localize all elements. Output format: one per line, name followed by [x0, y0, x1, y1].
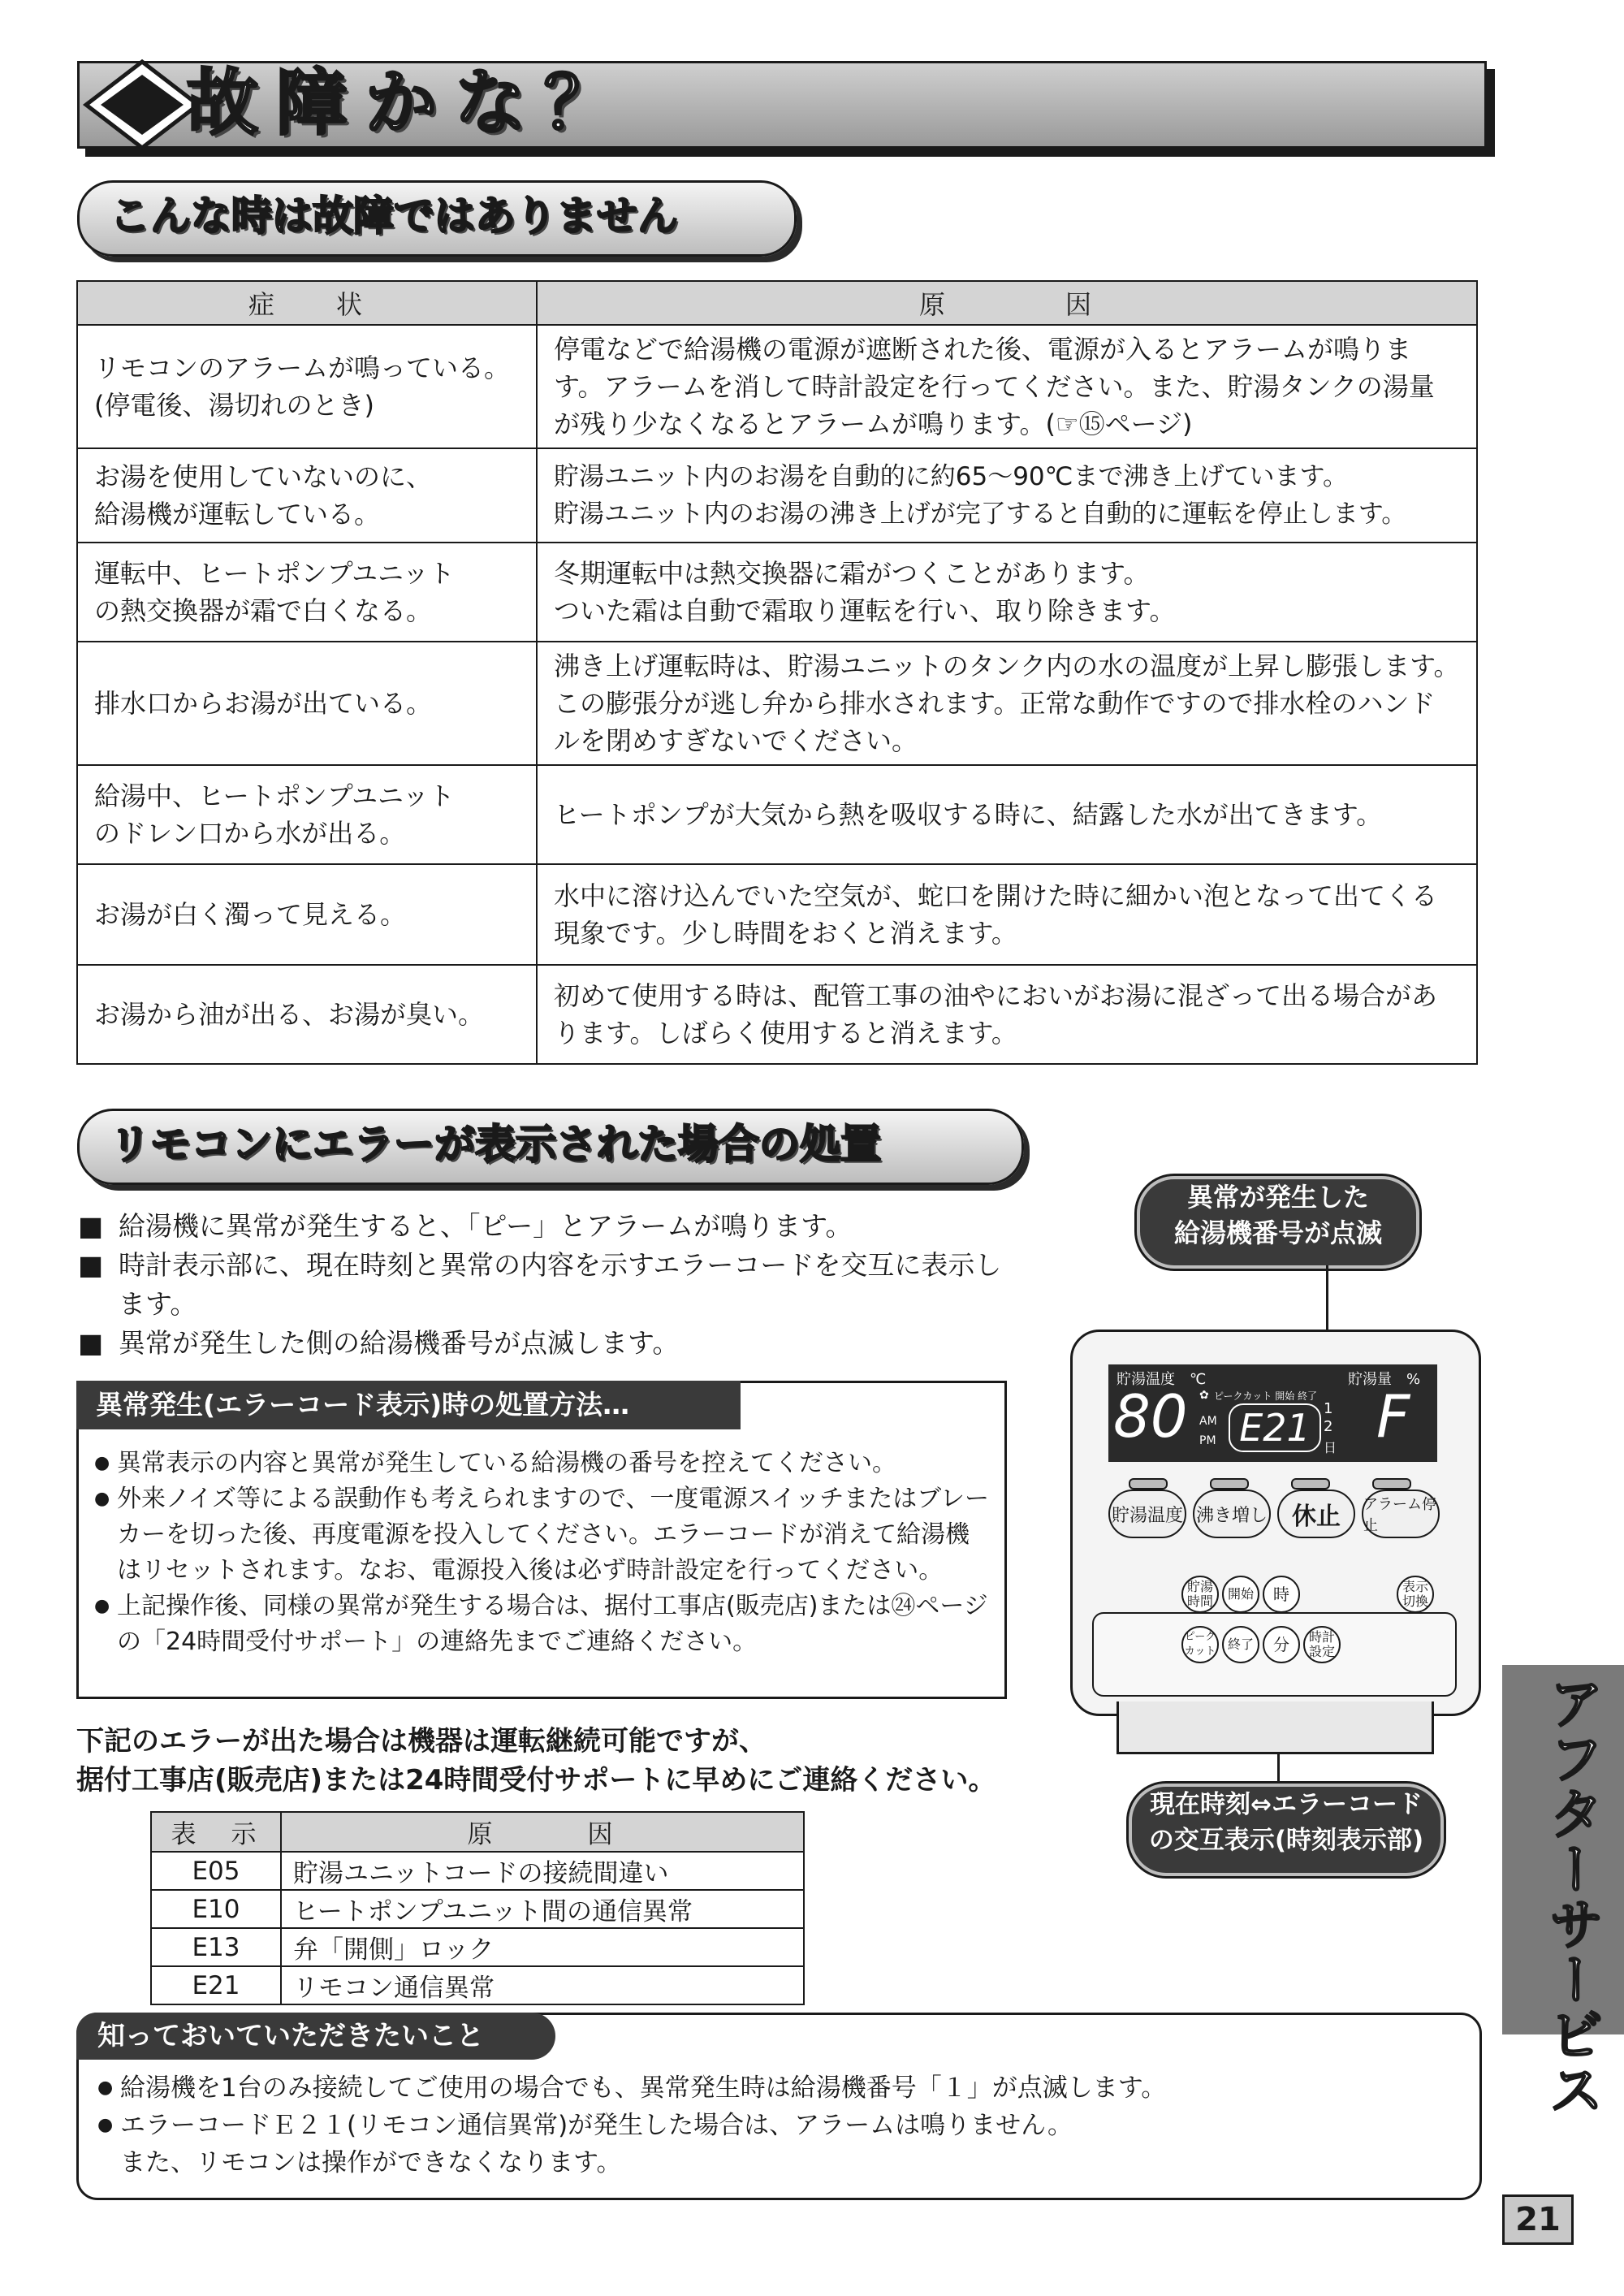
table-header-row: [151, 1812, 804, 1852]
table-row: [77, 543, 1477, 642]
error-code: E05: [151, 1852, 281, 1890]
button-indicator: [1210, 1478, 1249, 1490]
button-indicator: [1291, 1478, 1330, 1490]
table-row: [151, 1966, 804, 2004]
table-row: [77, 448, 1477, 543]
lcd-error-code: E21: [1229, 1403, 1321, 1452]
cause-cell: ヒートポンプが大気から熱を吸収する時に、結露した水が出てきます。: [537, 765, 1477, 864]
list-item: ■ 時計表示部に、現在時刻と異常の内容を示すエラーコードを交互に表示します。: [78, 1246, 1028, 1324]
list-item: ● エラーコードＥ２１(リモコン通信異常)が発生した場合は、アラームは鳴りません。: [97, 2107, 1462, 2144]
cause-cell: 冬期運転中は熱交換器に霜がつくことがあります。 ついた霜は自動で霜取り運転を行い、取り除きます。: [537, 543, 1477, 642]
button-indicator: [1129, 1478, 1168, 1490]
callout-line: 異常が発生した: [1186, 1182, 1369, 1213]
fan-icon: ✿: [1199, 1389, 1209, 1402]
header-cause: 原 因: [281, 1812, 804, 1852]
header-cause: 原 因: [537, 281, 1477, 325]
table-row: [77, 965, 1477, 1064]
table-header-row: [77, 281, 1477, 325]
header-symptom: 症 状: [77, 281, 537, 325]
lcd-amount-value: F: [1376, 1382, 1410, 1451]
table-row: [151, 1928, 804, 1966]
continue-note-line: 下記のエラーが出た場合は機器は運転継続可能ですが、: [76, 1725, 767, 1758]
callout-time-display: [1129, 1784, 1444, 1876]
error-cause: リモコン通信異常: [281, 1966, 804, 2004]
header-code: 表 示: [151, 1812, 281, 1852]
table-row: [77, 765, 1477, 864]
callout-line: 現在時刻⇔エラーコード: [1150, 1790, 1423, 1819]
section-heading-text: リモコンにエラーが表示された場合の処置: [110, 1121, 881, 1168]
page-title: 故障かな？: [187, 61, 634, 145]
error-cause: 貯湯ユニットコードの接続間違い: [281, 1852, 804, 1890]
symptom-cell: お湯から油が出る、お湯が臭い。: [77, 965, 537, 1064]
symptom-table: [76, 280, 1478, 1065]
symptom-cell: 運転中、ヒートポンプユニット の熱交換器が霜で白くなる。: [77, 543, 537, 642]
notes-heading: 知っておいていただきたいこと: [76, 2013, 555, 2060]
button-indicator: [1372, 1478, 1411, 1490]
list-item: ● 外来ノイズ等による誤動作も考えられますので、一度電源スイッチまたはブレーカーを切った後、再度電源を投入してください。エラーコードが消えて給湯機はリセットされます。なお、電源投入後は必ず時計設定を行ってください。: [94, 1481, 991, 1589]
error-code: E10: [151, 1890, 281, 1928]
list-item: ● 異常表示の内容と異常が発生している給湯機の番号を控えてください。: [94, 1446, 991, 1481]
handling-steps: [94, 1446, 991, 1660]
lcd-am: AM: [1199, 1415, 1217, 1428]
remote-lcd: [1108, 1364, 1437, 1462]
list-item: また、リモコンは操作ができなくなります。: [120, 2148, 622, 2177]
table-row: [77, 325, 1477, 448]
table-row: [77, 864, 1477, 965]
pause-button[interactable]: 休止: [1277, 1490, 1355, 1538]
cause-cell: 初めて使用する時は、配管工事の油やにおいがお湯に混ざって出る場合があります。しばらく使用すると消えます。: [537, 965, 1477, 1064]
callout-line: 給湯機番号が点滅: [1173, 1217, 1382, 1248]
symptom-cell: お湯が白く濁って見える。: [77, 864, 537, 965]
display-switch-button[interactable]: 表示 切換: [1397, 1576, 1434, 1613]
section-heading-text: こんな時は故障ではありません: [110, 192, 678, 240]
lcd-unit-1: 1: [1324, 1400, 1333, 1417]
lcd-day: 日: [1324, 1440, 1337, 1455]
error-cause: 弁「開側」ロック: [281, 1928, 804, 1966]
lcd-amount-label: 貯湯量 %: [1348, 1371, 1421, 1388]
error-code: E13: [151, 1928, 281, 1966]
list-item: ■ 給湯機に異常が発生すると、「ピー」とアラームが鳴ります。: [78, 1207, 1004, 1246]
table-row: [151, 1852, 804, 1890]
table-row: [151, 1890, 804, 1928]
list-item: ● 給湯機を1台のみ接続してご使用の場合でも、異常発生時は給湯機番号「１」が点滅します。: [97, 2069, 1462, 2107]
peak-cut-button[interactable]: ピーク カット: [1181, 1626, 1219, 1663]
symptom-cell: お湯を使用していないのに、 給湯機が運転している。: [77, 448, 537, 543]
hour-button[interactable]: 時: [1263, 1576, 1300, 1613]
alarm-stop-button[interactable]: アラーム停止: [1362, 1490, 1440, 1538]
handling-box-title: 異常発生(エラーコード表示)時の処置方法…: [76, 1381, 741, 1429]
symptom-cell: リモコンのアラームが鳴っている。 (停電後、湯切れのとき): [77, 325, 537, 448]
list-item: ■ 異常が発生した側の給湯機番号が点滅します。: [78, 1324, 1004, 1363]
lcd-pm: PM: [1199, 1434, 1216, 1447]
error-bullets: [78, 1207, 1004, 1363]
end-button[interactable]: 終了: [1222, 1626, 1259, 1663]
start-button[interactable]: 開始: [1222, 1576, 1259, 1613]
continue-note-line: 据付工事店(販売店)または24時間受付サポートに早めにご連絡ください。: [76, 1764, 996, 1797]
storage-temp-button[interactable]: 貯湯温度: [1108, 1490, 1186, 1538]
cause-cell: 貯湯ユニット内のお湯を自動的に約65〜90℃まで沸き上げています。 貯湯ユニット内のお湯の沸き上げが完了すると自動的に運転を停止します。: [537, 448, 1477, 543]
notes-list: [97, 2069, 1462, 2181]
callout-unit-number: [1137, 1176, 1419, 1269]
cause-cell: 沸き上げ運転時は、貯湯ユニットのタンク内の水の温度が上昇し膨張します。この膨張分が逃し弁から排水されます。正常な動作ですので排水栓のハンドルを閉めすぎないでください。: [537, 642, 1477, 765]
diamond-icon: [81, 57, 203, 153]
page-number: 21: [1502, 2194, 1574, 2245]
side-tab-label: アフターサービス: [1540, 1675, 1604, 2117]
lcd-peak-label: ピークカット 開始 終了: [1214, 1390, 1318, 1402]
table-row: [77, 642, 1477, 765]
symptom-cell: 給湯中、ヒートポンプユニット のドレン口から水が出る。: [77, 765, 537, 864]
minute-button[interactable]: 分: [1263, 1626, 1300, 1663]
error-code: E21: [151, 1966, 281, 2004]
list-item: ● 上記操作後、同様の異常が発生する場合は、据付工事店(販売店)または㉔ページの「24時間受付サポート」の連絡先までご連絡ください。: [94, 1589, 991, 1660]
lcd-temp-value: 80: [1113, 1382, 1188, 1451]
continue-note: [76, 1722, 996, 1800]
cause-cell: 水中に溶け込んでいた空気が、蛇口を開けた時に細かい泡となって出てくる現象です。少し時間をおくと消えます。: [537, 864, 1477, 965]
callout-line: の交互表示(時刻表示部): [1148, 1826, 1424, 1855]
cause-cell: 停電などで給湯機の電源が遮断された後、電源が入るとアラームが鳴ります。アラームを消して時計設定を行ってください。また、貯湯タンクの湯量が残り少なくなるとアラームが鳴ります。(☞⑮ページ): [537, 325, 1477, 448]
lcd-unit-2: 2: [1324, 1418, 1333, 1435]
clock-set-button[interactable]: 時計 設定: [1303, 1626, 1341, 1663]
error-cause: ヒートポンプユニット間の通信異常: [281, 1890, 804, 1928]
symptom-cell: 排水口からお湯が出ている。: [77, 642, 537, 765]
lcd-temp-label: 貯湯温度 ℃: [1116, 1371, 1207, 1388]
remote-base: [1116, 1701, 1434, 1754]
error-code-table: [150, 1811, 805, 2005]
storage-time-button[interactable]: 貯湯 時間: [1181, 1576, 1219, 1613]
reheat-button[interactable]: 沸き増し: [1193, 1490, 1271, 1538]
